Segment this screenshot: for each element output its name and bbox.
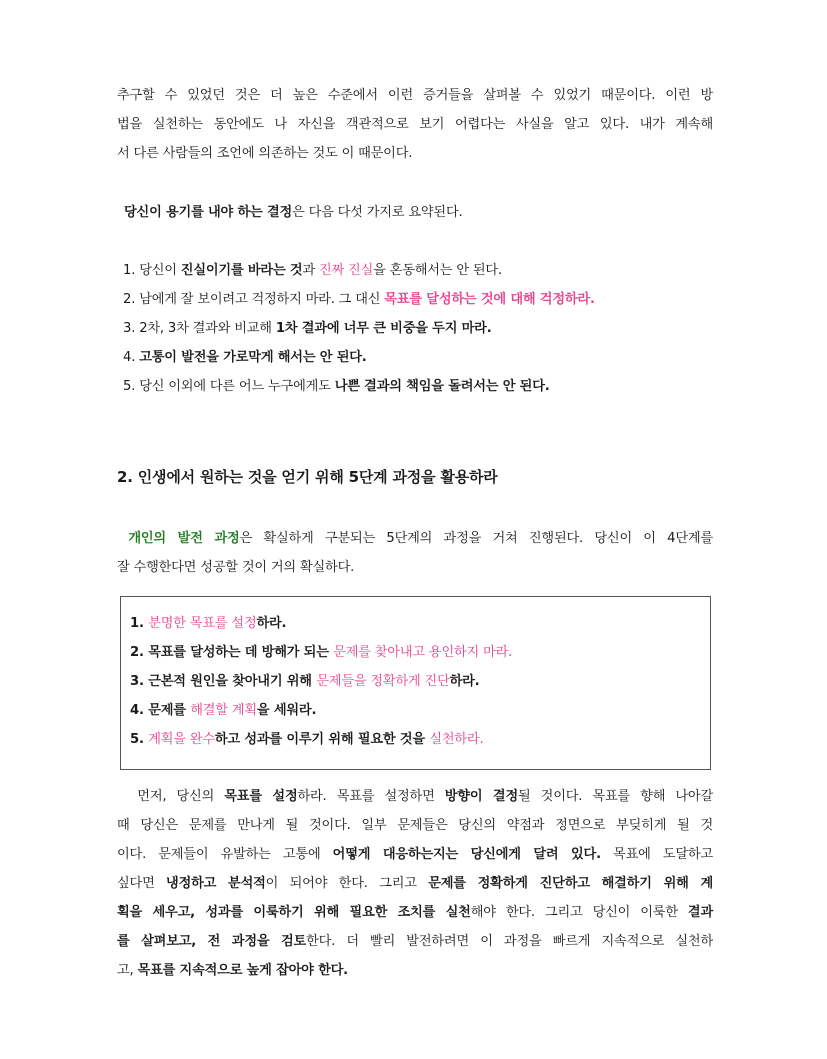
plain-text: 해야 한다. 그리고 당신이 이룩한 xyxy=(470,905,688,920)
bold-text: 고통이 발전을 가로막게 해서는 안 된다. xyxy=(139,350,367,365)
list-number: 3. xyxy=(123,321,140,336)
text-line xyxy=(124,198,720,227)
plain-text: 을 혼동해서는 안 된다. xyxy=(373,263,502,278)
text-line: 법을 실천하는 동안에도 나 자신을 객관적으로 보기 어렵다는 사실을 알고 있다. 내가 계속해 xyxy=(117,117,713,132)
plain-text: 은 다음 다섯 가지로 요약된다. xyxy=(292,205,463,220)
bold-text: 문제를 정확하게 진단하고 해결하기 위해 계 xyxy=(428,876,714,891)
text-line: 때 당신은 문제를 만나게 될 것이다. 일부 문제들은 당신의 약점과 정면으로 부딪히게 될 것 xyxy=(117,818,713,833)
step-number: 4. xyxy=(130,703,149,718)
highlight-text: 문제들을 정확하게 진단 xyxy=(316,674,450,689)
bold-text: 결과 xyxy=(687,905,713,920)
plain-text: 이 되어야 한다. 그리고 xyxy=(265,876,429,891)
plain-text: 고, xyxy=(117,963,138,978)
bold-text: 를 살펴보고, 전 과정을 검토 xyxy=(117,934,307,949)
bold-text: 진실이기를 바라는 것 xyxy=(180,263,303,278)
highlight-text: 해결할 계획 xyxy=(190,703,257,718)
step-item xyxy=(130,696,512,725)
plain-text: 한다. 더 빨리 발전하려면 이 과정을 빠르게 지속적으로 실천하 xyxy=(306,934,714,949)
decisions-list xyxy=(123,256,723,401)
bold-text: 획을 세우고, 성과를 이룩하기 위해 필요한 조치를 실천 xyxy=(117,905,471,920)
bold-text: 하라. xyxy=(256,616,287,631)
text-line xyxy=(117,956,713,985)
plain-text: 먼저, 당신의 xyxy=(137,789,225,804)
text-line xyxy=(117,524,713,553)
bold-text: 을 세워라. xyxy=(256,703,317,718)
list-item xyxy=(123,256,723,285)
plain-text: 2차, 3차 결과와 비교해 xyxy=(139,321,276,336)
step-number: 2. xyxy=(130,645,149,660)
text-line xyxy=(117,840,713,869)
highlight-text: 진짜 진실 xyxy=(318,263,374,278)
plain-text: 이다. 문제들이 유발하는 고통에 xyxy=(117,847,333,862)
intro-paragraph xyxy=(117,81,713,168)
step-number: 5. xyxy=(130,732,149,747)
highlight-text: 분명한 목표를 설정 xyxy=(148,616,257,631)
bold-text: 근본적 원인을 찾아내기 위해 xyxy=(148,674,317,689)
decisions-intro xyxy=(124,198,720,227)
bold-text: 하라. xyxy=(449,674,480,689)
text-line xyxy=(117,927,713,956)
text-line: 추구할 수 있었던 것은 더 높은 수준에서 이런 증거들을 살펴볼 수 있었기 때문이다. 이런 방 xyxy=(117,88,713,103)
closing-paragraph xyxy=(117,782,713,985)
plain-text: 하라. 목표를 설정하면 xyxy=(297,789,445,804)
green-highlight-text: 개인의 발전 과정 xyxy=(128,531,240,546)
list-item xyxy=(123,343,723,372)
step-item xyxy=(130,638,512,667)
text-line: 잘 수행한다면 성공할 것이 거의 확실하다. xyxy=(117,560,355,575)
section-heading: 2. 인생에서 원하는 것을 얻기 위해 5단계 과정을 활용하라 xyxy=(117,468,498,486)
steps-list xyxy=(130,609,512,754)
plain-text: 당신 이외에 다른 어느 누구에게도 xyxy=(139,379,335,394)
text-line xyxy=(117,898,713,927)
process-paragraph xyxy=(117,524,713,582)
list-item xyxy=(123,372,723,401)
list-number: 5. xyxy=(123,379,140,394)
bold-text: 당신이 용기를 내야 하는 결정 xyxy=(124,205,293,220)
bold-text: 방향이 결정 xyxy=(444,789,518,804)
bold-text: 나쁜 결과의 책임을 돌려서는 안 된다. xyxy=(334,379,550,394)
list-number: 4. xyxy=(123,350,140,365)
plain-text: 싶다면 xyxy=(117,876,167,891)
plain-text: 당신이 xyxy=(139,263,181,278)
text-line: 서 다른 사람들의 조언에 의존하는 것도 이 때문이다. xyxy=(117,146,413,161)
highlight-text: 목표를 달성하는 것에 대해 걱정하라. xyxy=(384,292,595,307)
bold-text: 어떻게 대응하는지는 당신에게 달려 있다. xyxy=(332,847,601,862)
plain-text: 은 확실하게 구분되는 5단계의 과정을 거쳐 진행된다. 당신이 이 4단계를 xyxy=(239,531,713,546)
step-item xyxy=(130,725,512,754)
highlight-text: 실천하라. xyxy=(429,732,484,747)
list-number: 2. xyxy=(123,292,140,307)
plain-text: 될 것이다. 목표를 향해 나아갈 xyxy=(517,789,713,804)
plain-text: 목표에 도달하고 xyxy=(600,847,713,862)
step-number: 1. xyxy=(130,616,149,631)
steps-box xyxy=(120,596,711,770)
bold-text: 하고 성과를 이루기 위해 필요한 것을 xyxy=(214,732,430,747)
text-line xyxy=(117,782,713,811)
bold-text: 목표를 지속적으로 높게 잡아야 한다. xyxy=(137,963,348,978)
step-item xyxy=(130,609,512,638)
list-number: 1. xyxy=(123,263,140,278)
plain-text: 남에게 잘 보이려고 걱정하지 마라. 그 대신 xyxy=(139,292,385,307)
bold-text: 목표를 설정 xyxy=(224,789,298,804)
list-item xyxy=(123,314,723,343)
bold-text: 냉정하고 분석적 xyxy=(166,876,266,891)
plain-text: 과 xyxy=(302,263,319,278)
highlight-text: 문제를 찾아내고 용인하지 마라. xyxy=(333,645,513,660)
step-item xyxy=(130,667,512,696)
bold-text: 목표를 달성하는 데 방해가 되는 xyxy=(148,645,334,660)
list-item xyxy=(123,285,723,314)
text-line xyxy=(117,869,713,898)
step-number: 3. xyxy=(130,674,149,689)
highlight-text: 계획을 완수 xyxy=(148,732,215,747)
bold-text: 문제를 xyxy=(148,703,191,718)
bold-text: 1차 결과에 너무 큰 비중을 두지 마라. xyxy=(275,321,492,336)
